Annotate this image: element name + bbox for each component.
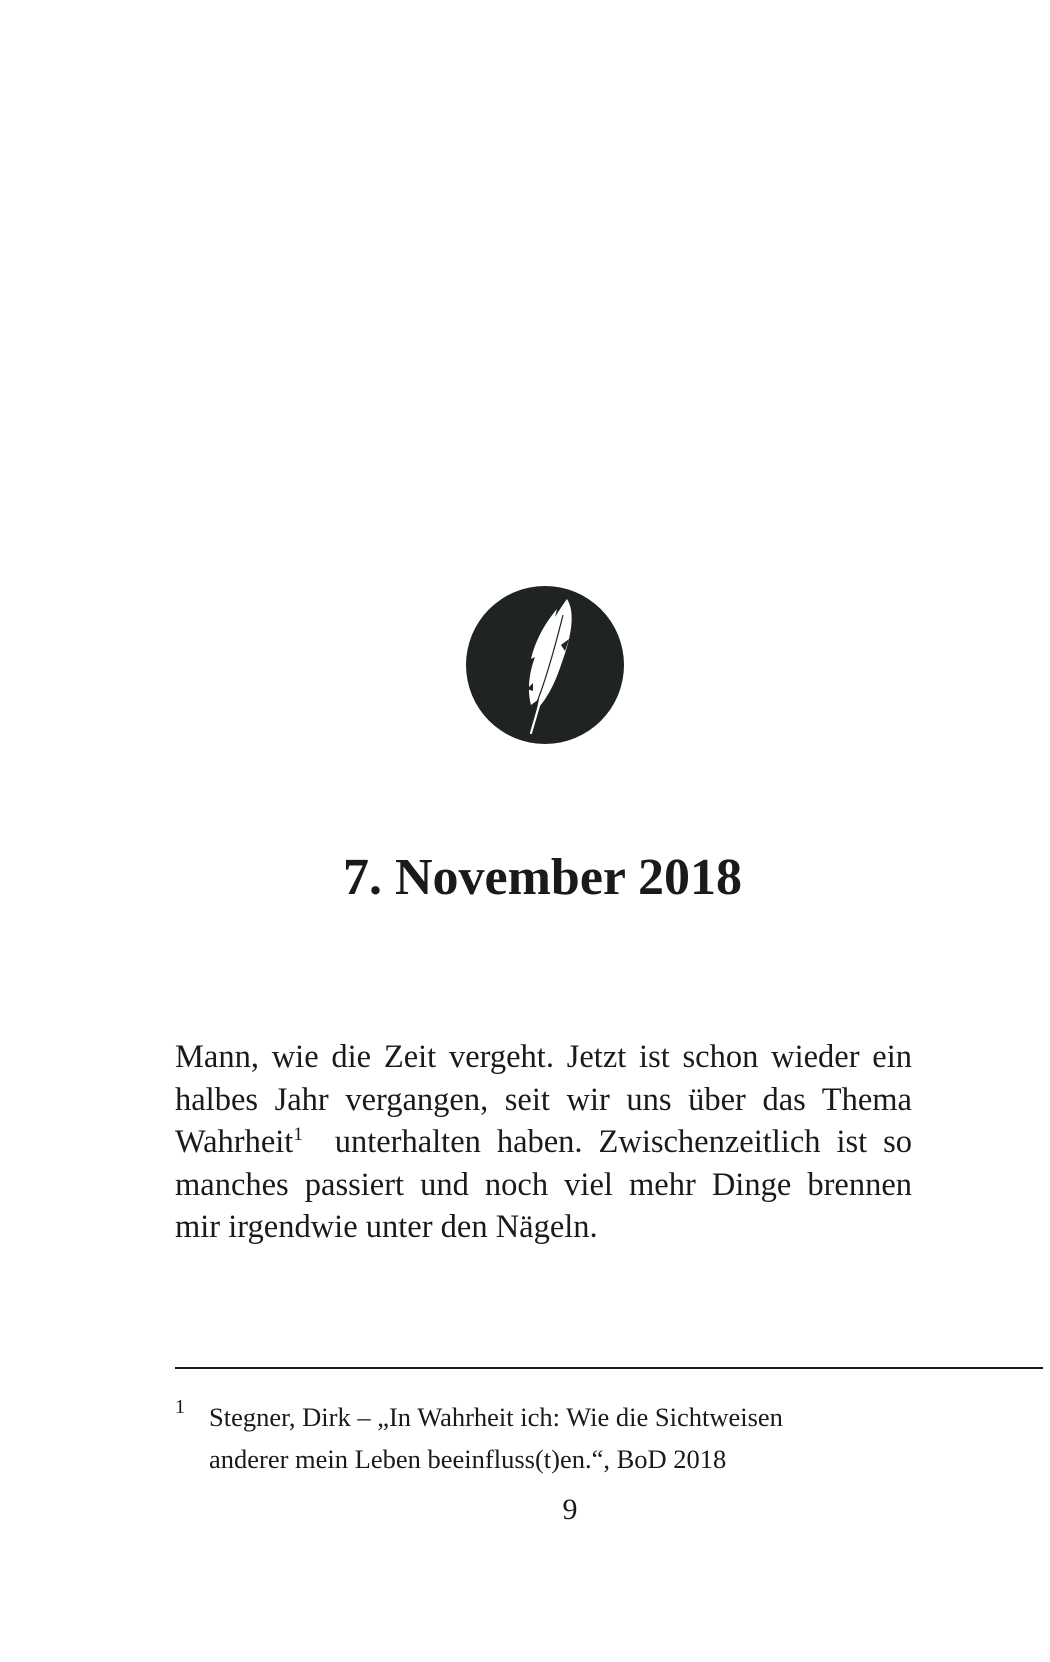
- footnote-text-line: Stegner, Dirk – „In Wahrheit ich: Wie die Sichtweisen: [209, 1402, 783, 1432]
- body-line: Mann, wie die Zeit vergeht. Jetzt ist schon wieder ein: [175, 1039, 912, 1075]
- body-line-rest: unterhalten haben. Zwischenzeitlich ist so: [334, 1124, 912, 1160]
- page-number: 9: [562, 1493, 578, 1526]
- body-line-word: Wahrheit: [175, 1124, 294, 1160]
- body-paragraph: [175, 1036, 912, 1249]
- feather-icon: [465, 585, 625, 745]
- body-line: manches passiert und noch viel mehr Dinge brennen: [175, 1166, 912, 1203]
- body-line: halbes Jahr vergangen, seit wir uns über das Thema: [175, 1081, 912, 1118]
- footnote-reference[interactable]: 1: [293, 1124, 303, 1146]
- body-line: mir irgendwie unter den Nägeln.: [175, 1209, 598, 1245]
- footnote-number: 1: [175, 1396, 185, 1418]
- body-line-with-footnote: [175, 1121, 912, 1164]
- footnote: [175, 1396, 935, 1480]
- footnote-divider: [175, 1367, 1043, 1369]
- chapter-title: 7. November 2018: [342, 849, 743, 906]
- footnote-text-line: anderer mein Leben beeinfluss(t)en.“, BoD 2018: [209, 1444, 727, 1474]
